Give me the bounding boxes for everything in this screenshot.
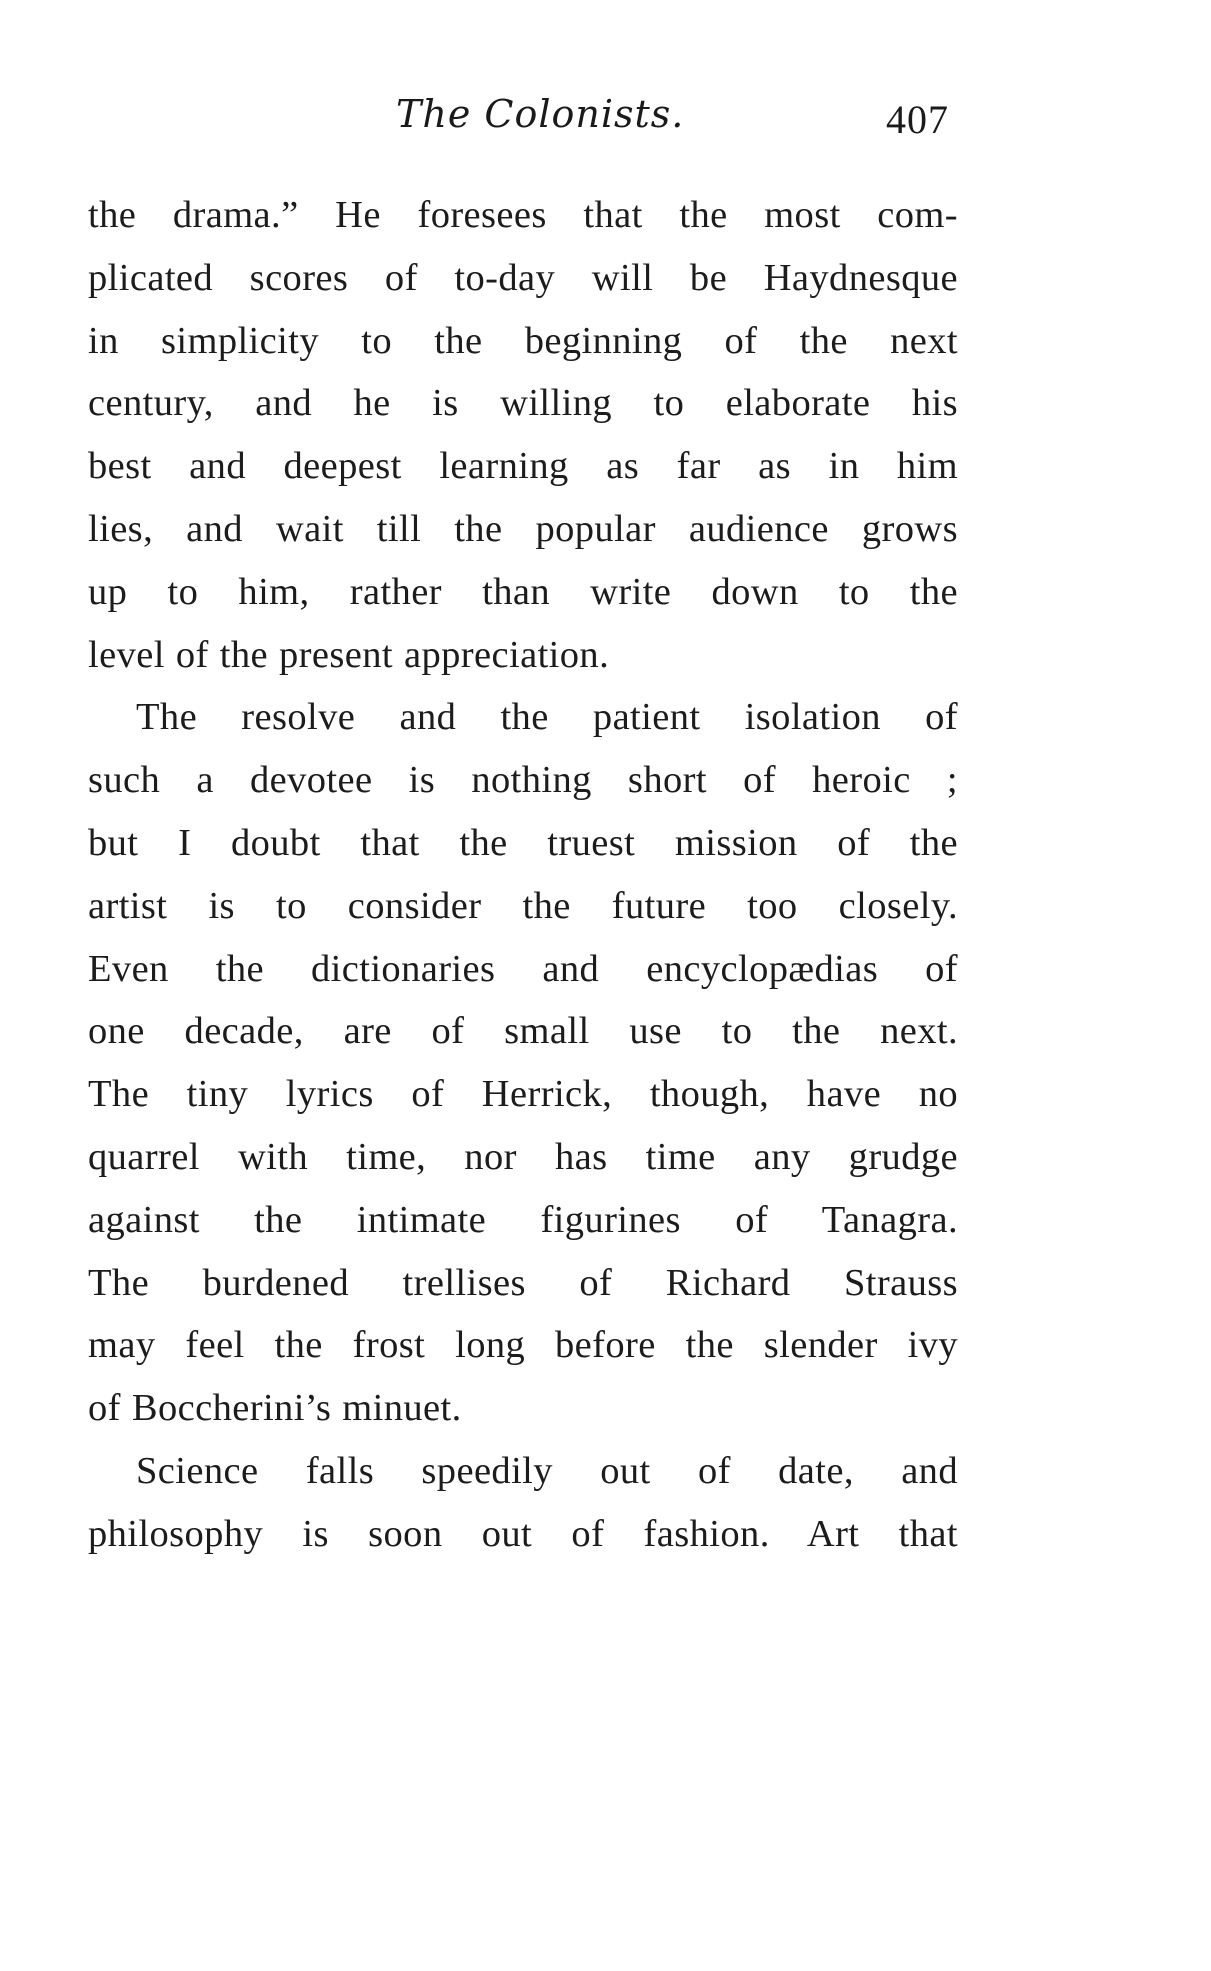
text-line: up to him, rather than write down to the — [88, 570, 958, 613]
text-line: plicated scores of to-day will be Haydnesque — [88, 256, 958, 299]
text-line: such a devotee is nothing short of heroic ; — [88, 759, 958, 802]
text-line: Even the dictionaries and encyclopædias of — [88, 947, 958, 990]
text-line: of Boccherini’s minuet. — [88, 1387, 462, 1430]
text-line: in simplicity to the beginning of the next — [88, 319, 958, 362]
text-line: artist is to consider the future too closely. — [88, 884, 958, 927]
text-line: The tiny lyrics of Herrick, though, have no — [88, 1073, 958, 1116]
text-line: century, and he is willing to elaborate his — [88, 382, 958, 425]
text-line: level of the present appreciation. — [88, 633, 610, 676]
text-line: but I doubt that the truest mission of the — [88, 821, 958, 864]
text-line: the drama.” He foresees that the most com- — [88, 194, 958, 236]
body-text — [88, 184, 958, 1566]
text-line: may feel the frost long before the slender ivy — [88, 1324, 958, 1367]
text-line: against the intimate figurines of Tanagra. — [88, 1198, 958, 1241]
page-header — [0, 92, 1211, 152]
text-line: lies, and wait till the popular audience grows — [88, 507, 958, 550]
running-title: The Colonists. — [396, 92, 685, 136]
text-line: quarrel with time, nor has time any grudge — [88, 1135, 958, 1178]
text-line: The burdened trellises of Richard Strauss — [88, 1261, 958, 1304]
text-line: Science falls speedily out of date, and — [136, 1449, 958, 1492]
page-number: 407 — [886, 97, 949, 142]
text-line: one decade, are of small use to the next. — [88, 1010, 958, 1053]
text-line: philosophy is soon out of fashion. Art that — [88, 1512, 958, 1555]
text-line: best and deepest learning as far as in him — [88, 445, 958, 488]
text-line: The resolve and the patient isolation of — [136, 696, 958, 739]
